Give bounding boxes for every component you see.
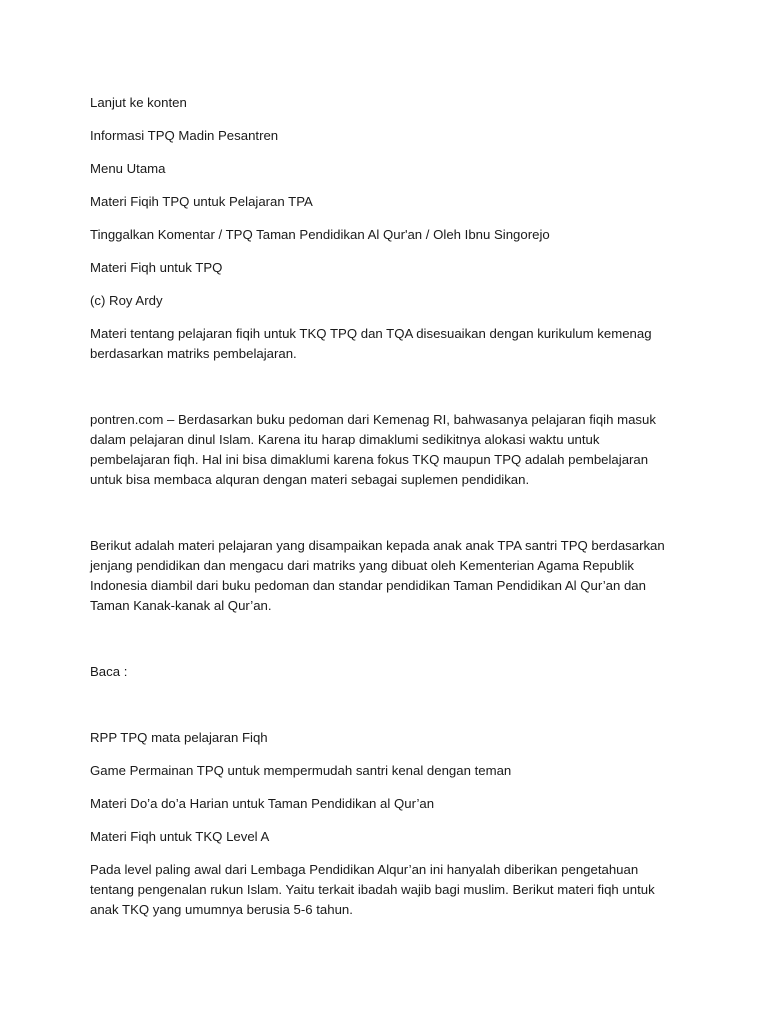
article-paragraph-2: Berikut adalah materi pelajaran yang disampaikan kepada anak anak TPA santri TPQ berdasarkan jenjang pendidikan dan mengacu dari matriks yang dibuat oleh Kementerian Agama Republik Indonesia diambil dari buku pedoman dan standar pendidikan Taman Pendidikan Al Qur’an dan Taman Kanak-kanak al Qur’an.: [90, 538, 665, 613]
related-link-2[interactable]: Game Permainan TPQ untuk mempermudah santri kenal dengan teman: [90, 763, 512, 778]
read-label: Baca :: [90, 664, 128, 679]
article-intro: Materi tentang pelajaran fiqih untuk TKQ TPQ dan TQA disesuaikan dengan kurikulum kemenag berdasarkan matriks pembelajaran.: [90, 326, 652, 361]
article-title: Materi Fiqih TPQ untuk Pelajaran TPA: [90, 194, 313, 209]
section-heading: Materi Fiqh untuk TKQ Level A: [90, 829, 270, 844]
article-meta: Tinggalkan Komentar / TPQ Taman Pendidikan Al Qur'an / Oleh Ibnu Singorejo: [90, 227, 550, 242]
related-link-1[interactable]: RPP TPQ mata pelajaran Fiqh: [90, 730, 268, 745]
article-paragraph-1: pontren.com – Berdasarkan buku pedoman dari Kemenag RI, bahwasanya pelajaran fiqih masuk dalam pelajaran dinul Islam. Karena itu harap dimaklumi sedikitnya alokasi waktu untuk pembelajaran fiqh. Hal ini bisa dimaklumi karena fokus TKQ maupun TPQ adalah pembelajaran untuk bisa membaca alquran dengan materi sebagai suplemen pendidikan.: [90, 412, 656, 487]
skip-to-content-link[interactable]: Lanjut ke konten: [90, 95, 187, 110]
document-body: [90, 93, 680, 933]
article-paragraph-3: Pada level paling awal dari Lembaga Pendidikan Alqur’an ini hanyalah diberikan pengetahuan tentang pengenalan rukun Islam. Yaitu terkait ibadah wajib bagi muslim. Berikut materi fiqh untuk anak TKQ yang umumnya berusia 5-6 tahun.: [90, 862, 655, 917]
image-caption-title: Materi Fiqh untuk TPQ: [90, 260, 223, 275]
image-credit: (c) Roy Ardy: [90, 293, 163, 308]
related-link-3[interactable]: Materi Do’a do’a Harian untuk Taman Pendidikan al Qur’an: [90, 796, 435, 811]
site-title[interactable]: Informasi TPQ Madin Pesantren: [90, 128, 279, 143]
main-menu-link[interactable]: Menu Utama: [90, 161, 166, 176]
